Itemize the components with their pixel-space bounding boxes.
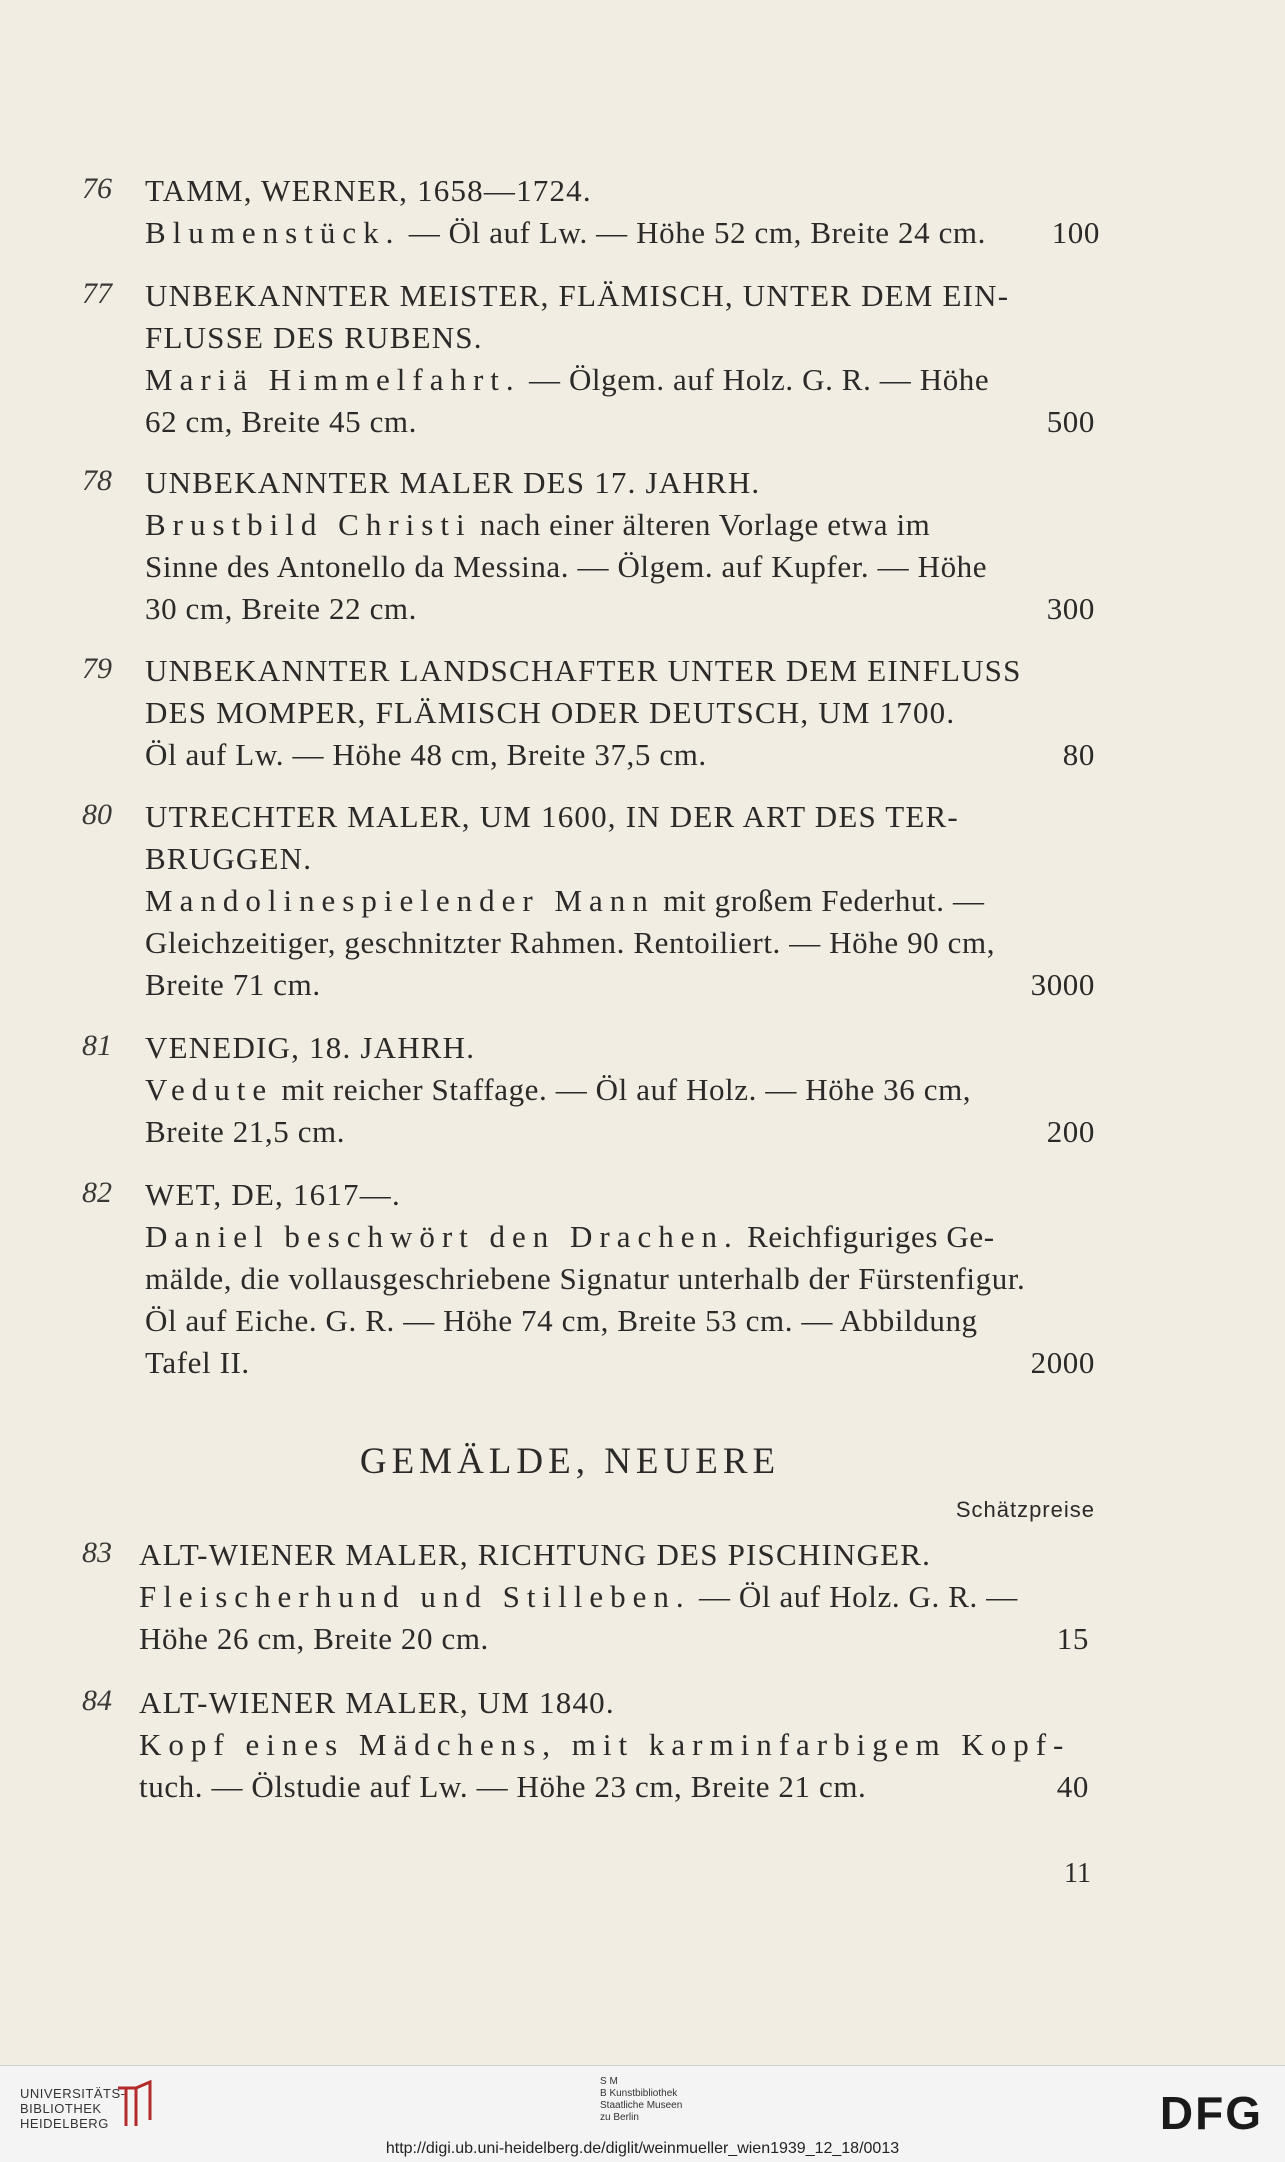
entry-description: — Öl auf Holz. G. R. — — [690, 1579, 1018, 1614]
entry-price: 80 — [1062, 737, 1095, 772]
entry-number: 76 — [82, 172, 112, 205]
entry-description: Höhe 26 cm, Breite 20 cm. — [139, 1621, 489, 1656]
entry-title: Brustbild Christi — [145, 507, 472, 542]
university-logo-icon — [114, 2080, 156, 2130]
entry-title: Fleischerhund und Stilleben. — [139, 1579, 691, 1614]
entry-description: — Öl auf Lw. — Höhe 52 cm, Breite 24 cm. — [400, 215, 986, 250]
entry-heading: UNBEKANNTER MEISTER, FLÄMISCH, UNTER DEM EIN- — [145, 278, 1010, 313]
entry-title: Mandolinespielender Mann — [145, 883, 655, 918]
entry-description: Gleichzeitiger, geschnitzter Rahmen. Rentoiliert. — Höhe 90 cm, — [145, 925, 996, 960]
entry-heading: WET, DE, 1617—. — [145, 1177, 401, 1212]
entry-heading: FLUSSE DES RUBENS. — [145, 320, 483, 355]
page-number: 11 — [1064, 1858, 1091, 1889]
viewer-footer — [0, 2065, 1285, 2162]
entry-description: Reichfiguriges Ge- — [738, 1219, 995, 1254]
section-title: GEMÄLDE, NEUERE — [359, 1441, 781, 1482]
entry-description: Öl auf Eiche. G. R. — Höhe 74 cm, Breite 53 cm. — Abbildung — [145, 1303, 978, 1338]
entry-price: 200 — [1046, 1114, 1095, 1149]
entry-price: 300 — [1046, 591, 1095, 626]
estimate-column-label: Schätzpreise — [955, 1497, 1095, 1522]
entry-number: 83 — [82, 1536, 112, 1569]
entry-heading: UTRECHTER MALER, UM 1600, IN DER ART DES TER- — [145, 799, 959, 834]
entry-number: 81 — [82, 1029, 112, 1062]
entry-description: Tafel II. — [145, 1345, 250, 1380]
entry-description: nach einer älteren Vorlage etwa im — [471, 507, 931, 542]
entry-title: Daniel beschwört den Drachen. — [145, 1219, 739, 1254]
university-logo-text: UNIVERSITÄTS- BIBLIOTHEK HEIDELBERG — [20, 2086, 126, 2131]
entry-description: Breite 71 cm. — [145, 967, 321, 1002]
entry-number: 80 — [82, 798, 112, 831]
entry-price: 100 — [1051, 215, 1100, 250]
entry-heading: VENEDIG, 18. JAHRH. — [145, 1030, 476, 1065]
entry-description: 62 cm, Breite 45 cm. — [145, 404, 417, 439]
entry-heading: TAMM, WERNER, 1658—1724. — [145, 173, 592, 208]
source-url-link[interactable]: http://digi.ub.uni-heidelberg.de/diglit/weinmueller_wien1939_12_18/0013 — [385, 2140, 900, 2157]
entry-description: Sinne des Antonello da Messina. — Ölgem. auf Kupfer. — Höhe — [145, 549, 988, 584]
entry-description: mit großem Federhut. — — [654, 883, 985, 918]
entry-number: 84 — [82, 1684, 112, 1717]
entry-description: mälde, die vollausgeschriebene Signatur unterhalb der Fürstenfigur. — [145, 1261, 1026, 1296]
entry-description: 30 cm, Breite 22 cm. — [145, 591, 417, 626]
entry-heading: ALT-WIENER MALER, UM 1840. — [139, 1685, 615, 1720]
entry-heading: BRUGGEN. — [145, 841, 313, 876]
entry-number: 78 — [82, 464, 112, 497]
entry-number: 79 — [82, 652, 112, 685]
entry-price: 3000 — [1030, 967, 1095, 1002]
entry-number: 77 — [82, 277, 112, 310]
entry-price: 500 — [1046, 404, 1095, 439]
entry-price: 15 — [1056, 1621, 1089, 1656]
entry-title: Kopf eines Mädchens, mit karminfarbigem Kopf- — [139, 1727, 1071, 1762]
entry-description: Breite 21,5 cm. — [145, 1114, 346, 1149]
entry-heading: UNBEKANNTER LANDSCHAFTER UNTER DEM EINFLUSS — [145, 653, 1022, 688]
entry-heading: DES MOMPER, FLÄMISCH ODER DEUTSCH, UM 1700. — [145, 695, 956, 730]
entry-heading: UNBEKANNTER MALER DES 17. JAHRH. — [145, 465, 761, 500]
entry-heading: ALT-WIENER MALER, RICHTUNG DES PISCHINGER. — [139, 1537, 932, 1572]
entry-description: tuch. — Ölstudie auf Lw. — Höhe 23 cm, Breite 21 cm. — [139, 1769, 867, 1804]
library-logo-text: S M B Kunstbibliothek Staatliche Museen zu Berlin — [600, 2076, 683, 2123]
entry-description: Öl auf Lw. — Höhe 48 cm, Breite 37,5 cm. — [145, 737, 707, 772]
entry-price: 40 — [1056, 1769, 1089, 1804]
entry-title: Vedute — [145, 1072, 274, 1107]
entry-title: Mariä Himmelfahrt. — [145, 362, 521, 397]
entry-description: — Ölgem. auf Holz. G. R. — Höhe — [520, 362, 990, 397]
dfg-logo: DFG — [1159, 2087, 1263, 2139]
entry-title: Blumenstück. — [145, 215, 401, 250]
entry-number: 82 — [82, 1176, 112, 1209]
entry-price: 2000 — [1030, 1345, 1095, 1380]
entry-description: mit reicher Staffage. — Öl auf Holz. — Höhe 36 cm, — [273, 1072, 972, 1107]
